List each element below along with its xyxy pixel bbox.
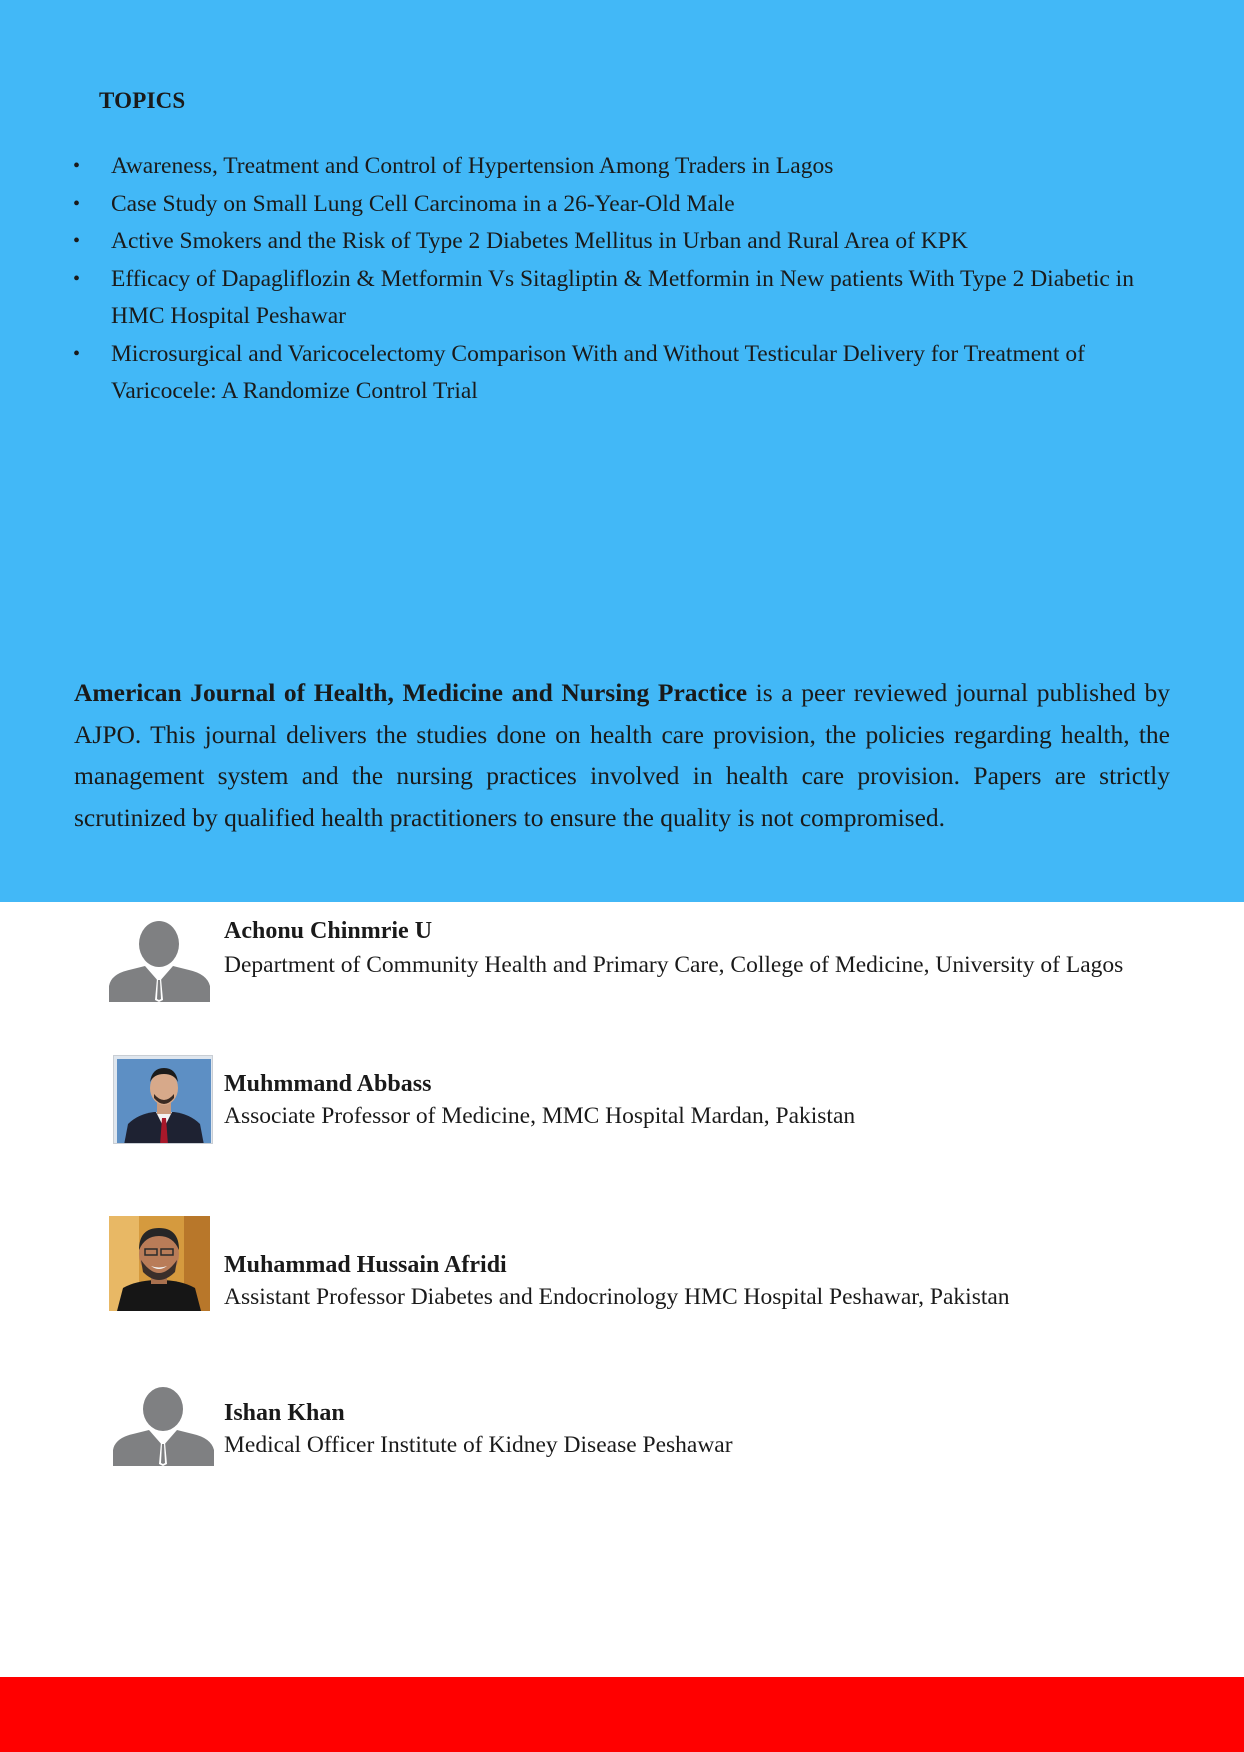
topic-item [70, 336, 1170, 411]
topic-text: Microsurgical and Varicocelectomy Comparison With and Without Testicular Delivery for Treatment of Varicocele: A Randomize Control Trial [111, 340, 1085, 404]
author-name: Ishan Khan [224, 1400, 345, 1426]
author-name: Achonu Chinmrie U [224, 918, 433, 944]
topic-item [70, 223, 1170, 261]
avatar-placeholder-icon [113, 1386, 214, 1466]
topic-text: Case Study on Small Lung Cell Carcinoma in a 26-Year-Old Male [111, 190, 735, 217]
topic-item [70, 261, 1170, 336]
portrait-photo-image [109, 1216, 210, 1311]
bullet-icon: • [73, 267, 81, 290]
author-name: Muhammad Hussain Afridi [224, 1252, 507, 1278]
avatar-photo [109, 1216, 210, 1311]
topic-item [70, 148, 1170, 186]
avatar-placeholder-icon [109, 920, 210, 1002]
author-affiliation: Department of Community Health and Primary Care, College of Medicine, University of Lagos [224, 952, 1124, 978]
author-affiliation: Assistant Professor Diabetes and Endocrinology HMC Hospital Peshawar, Pakistan [224, 1284, 1010, 1310]
topics-heading: TOPICS [99, 88, 186, 113]
journal-description [74, 672, 1170, 838]
bullet-icon: • [73, 230, 81, 252]
author-affiliation: Medical Officer Institute of Kidney Disease Peshawar [224, 1432, 733, 1458]
bullet-icon: • [73, 192, 81, 215]
journal-name: American Journal of Health, Medicine and Nursing Practice [74, 678, 748, 707]
avatar-photo [113, 1055, 213, 1144]
author-affiliation: Associate Professor of Medicine, MMC Hospital Mardan, Pakistan [224, 1103, 856, 1129]
topic-text: Efficacy of Dapagliflozin & Metformin Vs Sitagliptin & Metformin in New patients With Type 2 Diabetic in HMC Hospital Peshawar [111, 265, 1134, 329]
topics-list [70, 148, 1170, 411]
bullet-icon: • [73, 155, 81, 177]
footer-bar [0, 1677, 1244, 1752]
topic-text: Awareness, Treatment and Control of Hypertension Among Traders in Lagos [111, 153, 834, 179]
silhouette-icon [109, 920, 210, 1002]
topic-item [70, 186, 1170, 224]
author-name: Muhmmand Abbass [224, 1071, 432, 1097]
silhouette-icon [113, 1386, 214, 1466]
topic-text: Active Smokers and the Risk of Type 2 Diabetes Mellitus in Urban and Rural Area of KPK [111, 228, 968, 254]
journal-description-text: is a peer reviewed journal published by AJPO. This journal delivers the studies done on health care provision, the policies regarding health, the management system and the nursing practices involved in health care provision. Papers are strictly scrutinized by qualified health practitioners to ensure the quality is not compromised. [74, 678, 1171, 832]
portrait-photo-image [114, 1056, 213, 1144]
bullet-icon: • [73, 342, 81, 365]
